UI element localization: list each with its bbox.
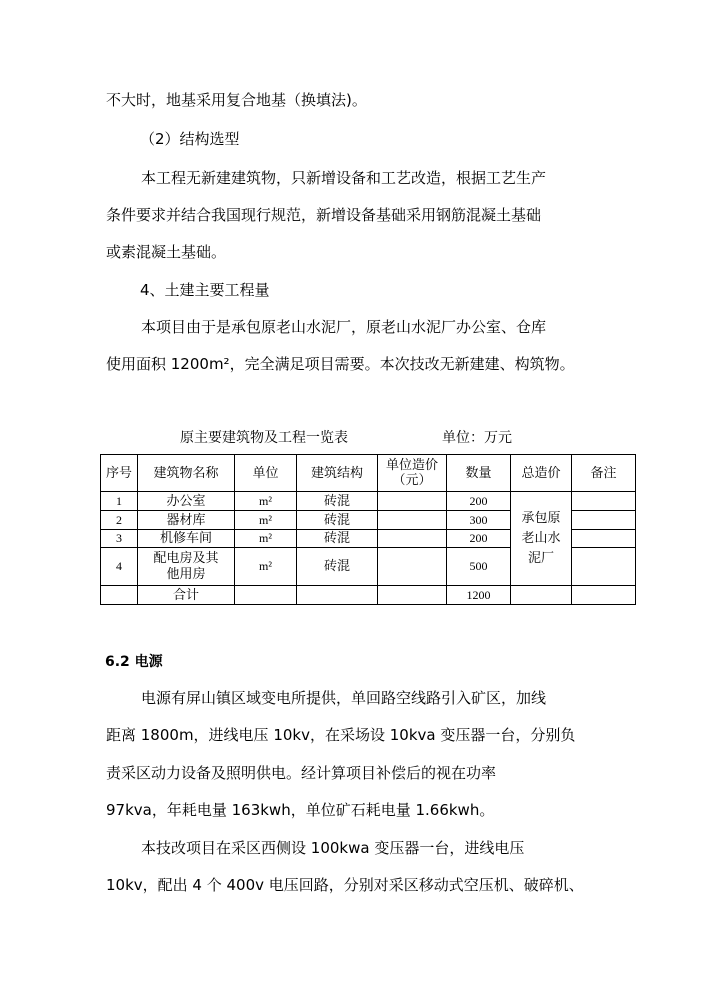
paragraph-line: 10kv，配出 4 个 400v 电压回路，分别对采区移动式空压机、破碎机、: [106, 876, 584, 894]
paragraph-line: 本项目由于是承包原老山水泥厂，原老山水泥厂办公室、仓库: [141, 318, 547, 336]
cell-empty: [572, 586, 636, 605]
cell-name: 机修车间: [138, 530, 235, 548]
subheading-structure-type: （2）结构选型: [140, 130, 240, 148]
cell-structure: 砖混: [297, 492, 378, 511]
cell-quantity: 200: [447, 492, 511, 511]
cell-name: 办公室: [138, 492, 235, 511]
paragraph-line: 责采区动力设备及照明供电。经计算项目补偿后的视在功率: [106, 764, 497, 782]
paragraph-line: 电源有屏山镇区域变电所提供，单回路空线路引入矿区，加线: [141, 689, 547, 707]
cell-remarks: [572, 492, 636, 511]
cell-unit-price: [378, 548, 447, 586]
cell-sum-label: 合计: [138, 586, 235, 605]
header-total-cost: 总造价: [511, 455, 572, 492]
cell-total-cost-merged: [511, 492, 572, 586]
cell-sum-quantity: 1200: [447, 586, 511, 605]
table-row: [101, 492, 636, 511]
cell-unit: m²: [235, 530, 297, 548]
cell-unit: m²: [235, 492, 297, 511]
paragraph-line: 距离 1800m，进线电压 10kv，在采场设 10kva 变压器一台，分别负: [106, 726, 576, 744]
header-seq: 序号: [101, 455, 138, 492]
cell-unit-price: [378, 530, 447, 548]
cell-quantity: 200: [447, 530, 511, 548]
cell-seq: 2: [101, 511, 138, 530]
cell-unit: m²: [235, 548, 297, 586]
table-sum-row: [101, 586, 636, 605]
paragraph-line: 97kva，年耗电量 163kwh，单位矿石耗电量 1.66kwh。: [106, 801, 495, 819]
header-quantity: 数量: [447, 455, 511, 492]
table-caption: 原主要建筑物及工程一览表: [180, 430, 348, 446]
cell-empty: [378, 586, 447, 605]
cell-quantity: 300: [447, 511, 511, 530]
cell-unit: m²: [235, 511, 297, 530]
cell-name: [138, 548, 235, 586]
header-unit: 单位: [235, 455, 297, 492]
paragraph-line: 本技改项目在采区西侧设 100kwa 变压器一台，进线电压: [141, 839, 525, 857]
cell-empty: [297, 586, 378, 605]
cell-quantity: 500: [447, 548, 511, 586]
cell-name-text: 配电房及其他用房: [153, 550, 219, 582]
subheading-civil-works: 4、土建主要工程量: [140, 281, 270, 299]
section-heading-power: 6.2 电源: [105, 654, 163, 670]
cell-remarks: [572, 530, 636, 548]
cell-structure: 砖混: [297, 530, 378, 548]
cell-seq: 3: [101, 530, 138, 548]
cell-seq: 1: [101, 492, 138, 511]
paragraph-line: 或素混凝土基础。: [106, 243, 227, 261]
cell-structure: 砖混: [297, 511, 378, 530]
header-name: 建筑物名称: [138, 455, 235, 492]
paragraph-line: 条件要求并结合我国现行规范，新增设备基础采用钢筋混凝土基础: [106, 206, 542, 224]
paragraph-line: 不大时，地基采用复合地基（换填法)。: [106, 91, 367, 109]
buildings-table: [100, 454, 636, 605]
cell-unit-price: [378, 492, 447, 511]
cell-unit-price: [378, 511, 447, 530]
cell-empty: [511, 586, 572, 605]
paragraph-line: 使用面积 1200m²，完全满足项目需要。本次技改无新建建、构筑物。: [106, 355, 575, 373]
cell-remarks: [572, 511, 636, 530]
cell-remarks: [572, 548, 636, 586]
table-header-row: [101, 455, 636, 492]
cell-structure: 砖混: [297, 548, 378, 586]
cell-seq-empty: [101, 586, 138, 605]
header-remarks: 备注: [572, 455, 636, 492]
table-unit: 单位：万元: [442, 430, 512, 446]
total-cost-text: 承包原老山水泥厂: [521, 510, 561, 566]
cell-seq: 4: [101, 548, 138, 586]
paragraph-line: 本工程无新建建筑物，只新增设备和工艺改造，根据工艺生产: [141, 169, 547, 187]
cell-name: 器材库: [138, 511, 235, 530]
header-unit-price: 单位造价（元）: [378, 455, 447, 492]
cell-empty: [235, 586, 297, 605]
header-structure: 建筑结构: [297, 455, 378, 492]
